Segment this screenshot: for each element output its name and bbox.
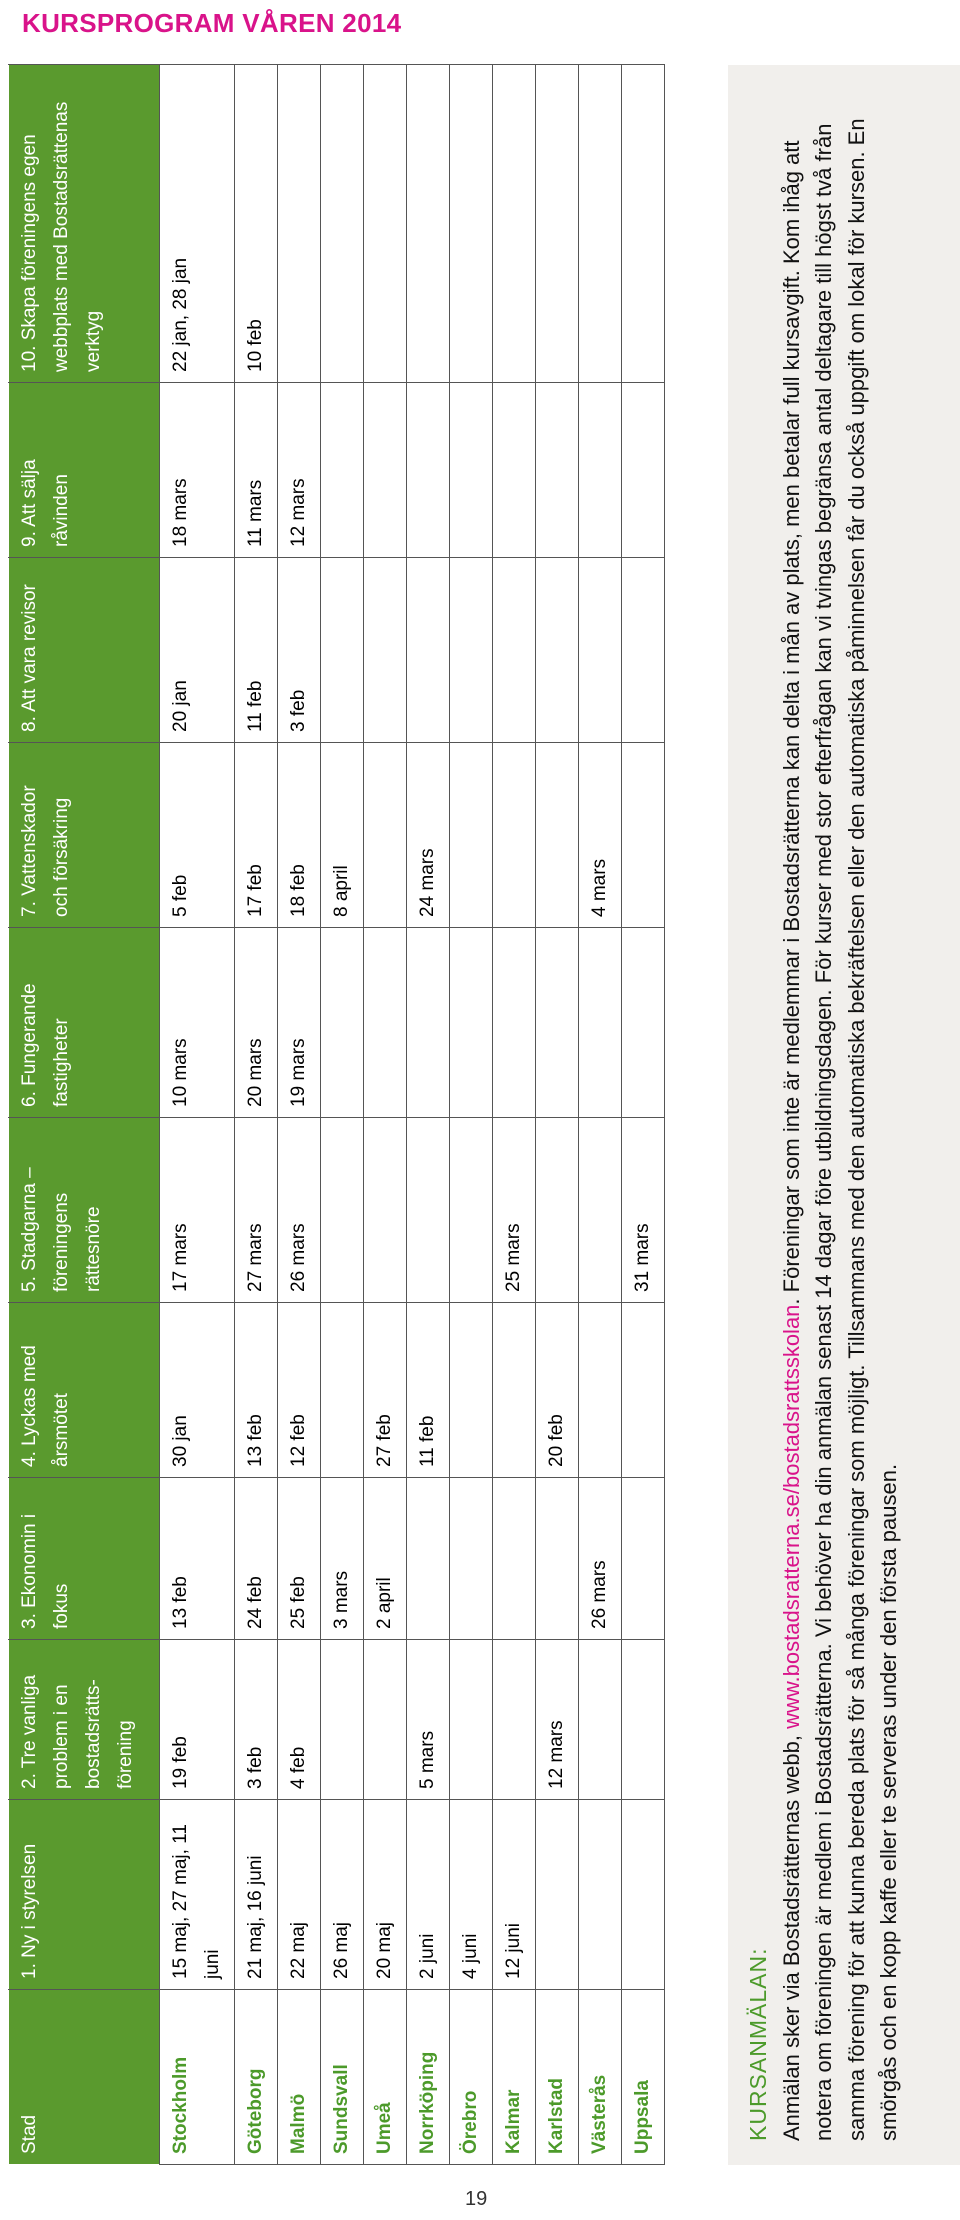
date-cell: 4 juni [450, 1800, 493, 1990]
table-row [536, 65, 579, 2165]
date-cell: 21 maj, 16 juni [235, 1800, 278, 1990]
date-cell [622, 1800, 665, 1990]
date-cell: 30 jan [160, 1303, 235, 1478]
date-cell [493, 558, 536, 743]
rotated-content [0, 65, 960, 2165]
table-row [160, 65, 235, 2165]
date-cell [407, 1118, 450, 1303]
date-cell: 27 feb [364, 1303, 407, 1478]
date-cell [536, 383, 579, 558]
table-body [160, 65, 665, 2165]
date-cell: 3 feb [278, 558, 321, 743]
date-cell [536, 1478, 579, 1640]
date-cell [493, 65, 536, 383]
table-row [579, 65, 622, 2165]
date-cell [321, 65, 364, 383]
city-cell: Västerås [579, 1990, 622, 2165]
date-cell: 10 feb [235, 65, 278, 383]
date-cell: 11 feb [407, 1303, 450, 1478]
city-cell: Umeå [364, 1990, 407, 2165]
date-cell [450, 65, 493, 383]
date-cell [579, 558, 622, 743]
city-cell: Norrköping [407, 1990, 450, 2165]
column-header: 5. Stadgarna – föreningens rättesnöre [9, 1118, 160, 1303]
date-cell: 26 maj [321, 1800, 364, 1990]
date-cell [450, 1478, 493, 1640]
date-cell [321, 1640, 364, 1800]
column-header: 3. Ekonomin i fokus [9, 1478, 160, 1640]
date-cell: 13 feb [160, 1478, 235, 1640]
date-cell [622, 743, 665, 928]
city-cell: Göteborg [235, 1990, 278, 2165]
date-cell [364, 65, 407, 383]
column-header: 9. Att sälja råvinden [9, 383, 160, 558]
date-cell: 3 feb [235, 1640, 278, 1800]
date-cell: 13 feb [235, 1303, 278, 1478]
date-cell [579, 383, 622, 558]
date-cell [579, 1303, 622, 1478]
date-cell: 5 feb [160, 743, 235, 928]
date-cell [407, 65, 450, 383]
date-cell: 19 feb [160, 1640, 235, 1800]
date-cell: 4 feb [278, 1640, 321, 1800]
date-cell: 2 april [364, 1478, 407, 1640]
column-header: 7. Vattenskador och försäkring [9, 743, 160, 928]
table-row [364, 65, 407, 2165]
city-cell: Stockholm [160, 1990, 235, 2165]
date-cell: 31 mars [622, 1118, 665, 1303]
city-cell: Karlstad [536, 1990, 579, 2165]
date-cell [407, 558, 450, 743]
date-cell: 4 mars [579, 743, 622, 928]
date-cell [536, 1118, 579, 1303]
date-cell: 20 maj [364, 1800, 407, 1990]
date-cell [407, 383, 450, 558]
date-cell [493, 1303, 536, 1478]
date-cell [450, 1303, 493, 1478]
column-header: 6. Fungerande fastigheter [9, 928, 160, 1118]
city-cell: Kalmar [493, 1990, 536, 2165]
date-cell: 17 feb [235, 743, 278, 928]
city-cell: Örebro [450, 1990, 493, 2165]
date-cell: 27 mars [235, 1118, 278, 1303]
signup-text: . Föreningar som inte är medlemmar i Bostadsrätterna kan delta i mån av plats, men betalar full kursavgift. Kom ihåg att notera om föreningen är medlem i Bostadsrätterna. Vi behöver ha din anmälan senast 14 dagar före utbildningsdagen. För kurser med stor efterfrågan kan vi tvingas begränsa antal deltagare till högst två från samma förening för att kunna bereda plats för så många föreningar som möjligt. Tillsammans med den automatiska bekräftelsen eller den automatiska påminnelsen får du också uppgift om lokal för kursen. En smörgås och en kopp kaffe eller te serveras under den första pausen. [778, 118, 901, 2141]
date-cell [579, 1640, 622, 1800]
date-cell: 20 feb [536, 1303, 579, 1478]
date-cell: 20 mars [235, 928, 278, 1118]
date-cell: 3 mars [321, 1478, 364, 1640]
date-cell [321, 928, 364, 1118]
date-cell [536, 65, 579, 383]
table-row [321, 65, 364, 2165]
date-cell: 19 mars [278, 928, 321, 1118]
date-cell: 8 april [321, 743, 364, 928]
date-cell [450, 928, 493, 1118]
date-cell [579, 1800, 622, 1990]
date-cell: 18 feb [278, 743, 321, 928]
date-cell [622, 1478, 665, 1640]
table-row [493, 65, 536, 2165]
date-cell: 5 mars [407, 1640, 450, 1800]
date-cell [622, 1640, 665, 1800]
date-cell [536, 1800, 579, 1990]
date-cell: 25 mars [493, 1118, 536, 1303]
column-header: 2. Tre vanliga problem i en bostadsrätts-förening [9, 1640, 160, 1800]
date-cell [579, 1118, 622, 1303]
date-cell [364, 1118, 407, 1303]
date-cell: 2 juni [407, 1800, 450, 1990]
date-cell: 12 feb [278, 1303, 321, 1478]
signup-text: Anmälan sker via Bostadsrätternas webb, [778, 1728, 804, 2141]
column-header: Stad [9, 1990, 160, 2165]
date-cell [579, 65, 622, 383]
date-cell [321, 1303, 364, 1478]
date-cell [450, 1640, 493, 1800]
date-cell [536, 558, 579, 743]
date-cell [493, 383, 536, 558]
date-cell [622, 1303, 665, 1478]
date-cell [493, 928, 536, 1118]
table-row [235, 65, 278, 2165]
column-header: 1. Ny i styrelsen [9, 1800, 160, 1990]
date-cell [493, 743, 536, 928]
date-cell [450, 558, 493, 743]
date-cell: 10 mars [160, 928, 235, 1118]
column-header: 8. Att vara revisor [9, 558, 160, 743]
date-cell [364, 743, 407, 928]
date-cell [450, 383, 493, 558]
date-cell: 12 mars [278, 383, 321, 558]
date-cell [321, 558, 364, 743]
date-cell [364, 383, 407, 558]
date-cell: 26 mars [278, 1118, 321, 1303]
city-cell: Uppsala [622, 1990, 665, 2165]
date-cell [321, 383, 364, 558]
date-cell: 18 mars [160, 383, 235, 558]
date-cell [407, 928, 450, 1118]
column-header: 4. Lyckas med årsmötet [9, 1303, 160, 1478]
date-cell: 22 jan, 28 jan [160, 65, 235, 383]
date-cell [364, 928, 407, 1118]
table-header-row [9, 65, 160, 2165]
city-cell: Sundsvall [321, 1990, 364, 2165]
date-cell [579, 928, 622, 1118]
table-row [278, 65, 321, 2165]
course-schedule-table [8, 64, 665, 2165]
date-cell: 11 mars [235, 383, 278, 558]
date-cell [364, 558, 407, 743]
date-cell [622, 928, 665, 1118]
page-title: KURSPROGRAM VÅREN 2014 [22, 8, 402, 38]
date-cell [493, 1640, 536, 1800]
page-number: 19 [465, 2188, 488, 2210]
date-cell [278, 65, 321, 383]
date-cell: 17 mars [160, 1118, 235, 1303]
date-cell: 15 maj, 27 maj, 11 juni [160, 1800, 235, 1990]
date-cell: 11 feb [235, 558, 278, 743]
date-cell [450, 1118, 493, 1303]
date-cell: 12 juni [493, 1800, 536, 1990]
date-cell [536, 743, 579, 928]
date-cell [536, 928, 579, 1118]
date-cell [622, 383, 665, 558]
date-cell [493, 1478, 536, 1640]
date-cell: 26 mars [579, 1478, 622, 1640]
date-cell: 24 feb [235, 1478, 278, 1640]
date-cell: 12 mars [536, 1640, 579, 1800]
date-cell [407, 1478, 450, 1640]
date-cell [321, 1118, 364, 1303]
date-cell [364, 1640, 407, 1800]
table-row [407, 65, 450, 2165]
date-cell: 22 maj [278, 1800, 321, 1990]
table-row [450, 65, 493, 2165]
date-cell: 24 mars [407, 743, 450, 928]
date-cell: 20 jan [160, 558, 235, 743]
date-cell [450, 743, 493, 928]
date-cell: 25 feb [278, 1478, 321, 1640]
date-cell [622, 558, 665, 743]
date-cell [622, 65, 665, 383]
signup-heading: KURSANMÄLAN: [745, 1947, 771, 2141]
course-signup-box [728, 65, 960, 2165]
column-header: 10. Skapa föreningens egen webbplats med Bostadsrättenas verktyg [9, 65, 160, 383]
city-cell: Malmö [278, 1990, 321, 2165]
table-row [622, 65, 665, 2165]
signup-link[interactable]: www.bostadsratterna.se/bostadsrattsskolan [778, 1304, 804, 1729]
